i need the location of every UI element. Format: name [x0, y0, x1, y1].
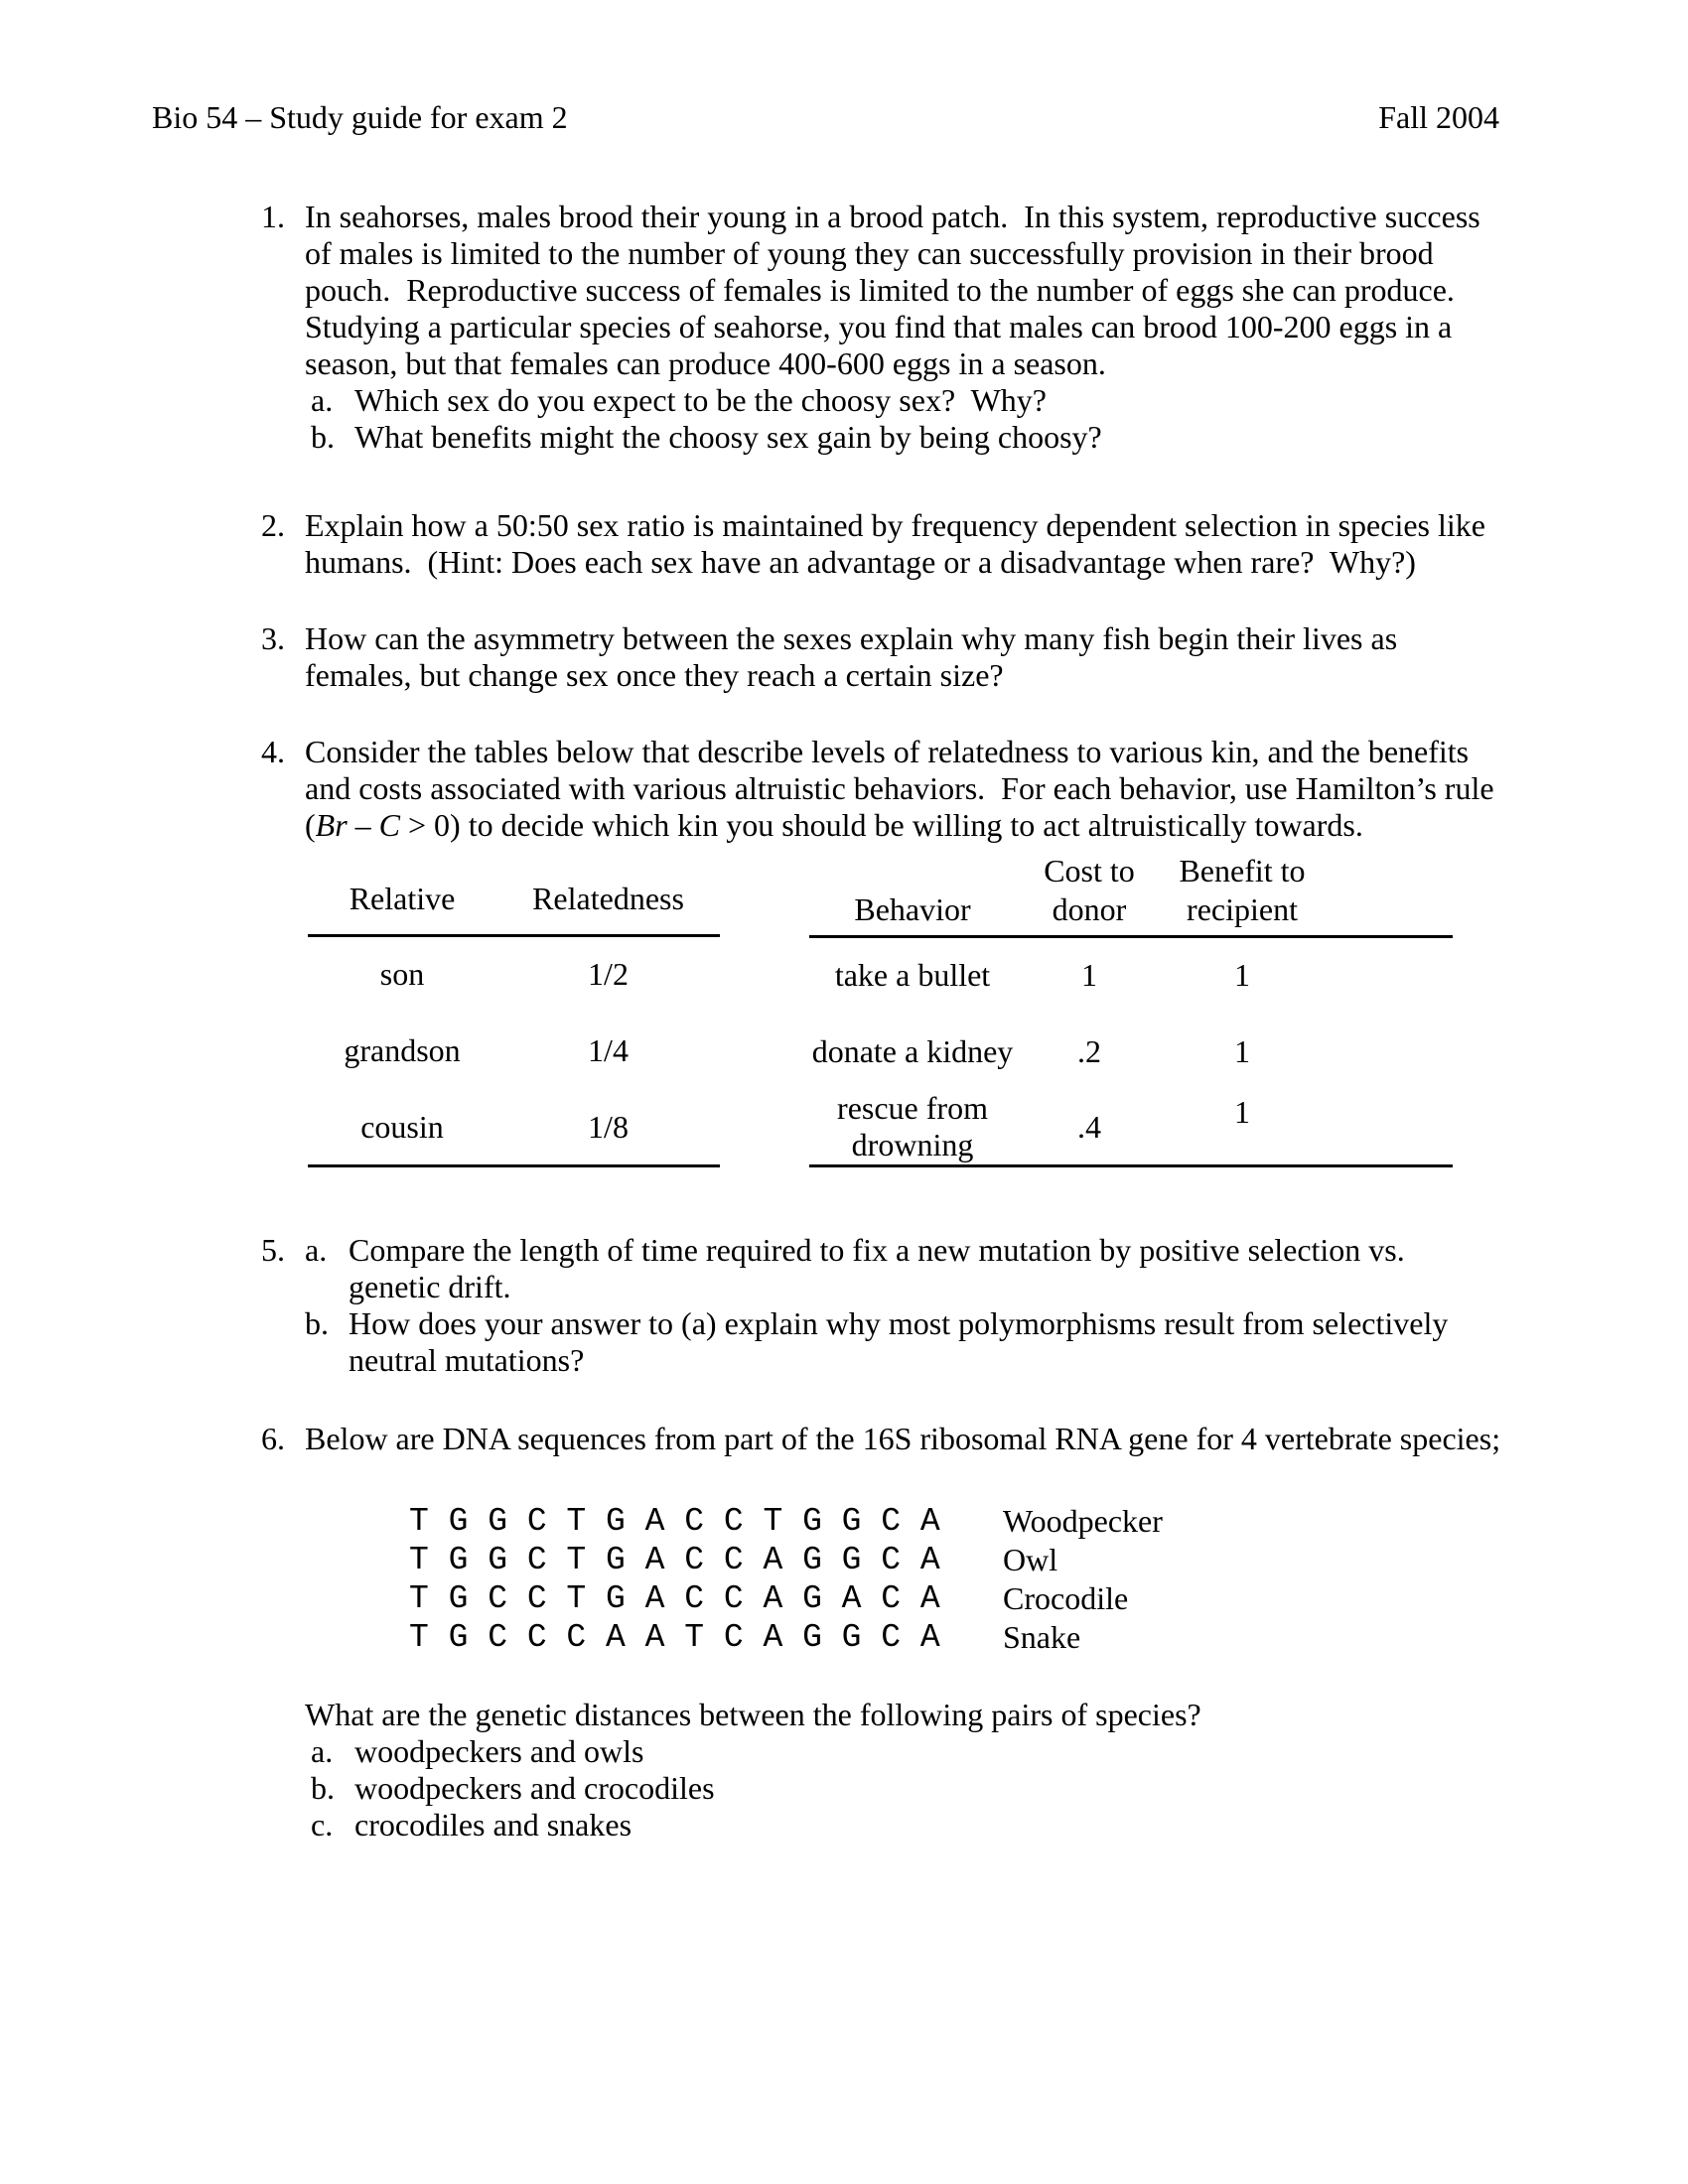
dna-row — [409, 1541, 1501, 1579]
species-label: Woodpecker — [1003, 1503, 1163, 1539]
behavior-header-row — [809, 852, 1453, 937]
table-row — [809, 1014, 1453, 1090]
sub-item-text: What benefits might the choosy sex gain by being choosy? — [354, 419, 1102, 455]
table-cell: 1 — [1163, 1090, 1322, 1166]
table-cell: donate a kidney — [811, 1032, 1014, 1069]
question-6-question: What are the genetic distances between the following pairs of species? — [305, 1697, 1201, 1732]
question-6-sub-b — [311, 1770, 1501, 1807]
relatedness-header-row — [308, 852, 720, 935]
behavior-header-spacer — [1322, 852, 1453, 937]
hamilton-variable-C: C — [378, 807, 400, 843]
term-label: Fall 2004 — [1378, 99, 1499, 135]
sub-item-text: crocodiles and snakes — [354, 1807, 633, 1843]
sub-item-label: a. — [305, 1232, 328, 1268]
table-cell: son — [379, 956, 425, 992]
question-6 — [261, 1421, 1688, 1843]
table-cell: grandson — [344, 1031, 461, 1068]
dna-row — [409, 1502, 1501, 1541]
table-cell-spacer — [1322, 937, 1453, 1014]
sub-item-label: a. — [311, 382, 334, 418]
table-cell: 1 — [1234, 1032, 1250, 1069]
question-5-number: 5. — [261, 1232, 285, 1268]
question-1-sub-b — [311, 419, 1501, 456]
question-3-number: 3. — [261, 620, 285, 656]
question-6-intro: Below are DNA sequences from part of the 16S ribosomal RNA gene for 4 vertebrate species; — [305, 1421, 1501, 1456]
question-2-number: 2. — [261, 507, 285, 543]
question-4-text-mid: – — [347, 807, 379, 843]
dna-sequence-block — [409, 1502, 1501, 1657]
question-4-number: 4. — [261, 734, 285, 769]
question-1-sub-a — [311, 382, 1501, 419]
table-row — [308, 1013, 720, 1090]
relatedness-table — [308, 852, 720, 1167]
dna-row — [409, 1579, 1501, 1618]
dna-sequence: T G C C T G A C C A G A C A — [409, 1580, 940, 1617]
dna-sequence: T G G C T G A C C A G G C A — [409, 1542, 940, 1578]
behavior-header-behavior: Behavior — [809, 852, 1016, 937]
course-title: Bio 54 – Study guide for exam 2 — [152, 99, 568, 135]
question-4-text-before: Consider the tables below that describe levels of relatedness to various kin, and the benefits and costs associated with various altruistic behaviors. For each behavior, use Hamilton’s rule ( — [305, 734, 1502, 843]
table-row — [809, 937, 1453, 1014]
sub-item-text: How does your answer to (a) explain why most polymorphisms result from selectively neutral mutations? — [349, 1305, 1457, 1378]
sub-item-text: Compare the length of time required to fix a new mutation by positive selection vs. genetic drift. — [349, 1232, 1413, 1304]
question-1-number: 1. — [261, 199, 285, 234]
question-2-text: Explain how a 50:50 sex ratio is maintained by frequency dependent selection in species like humans. (Hint: Does each sex have an advantage or a disadvantage when rare? Why?) — [305, 507, 1493, 580]
sub-item-label: b. — [305, 1305, 329, 1341]
species-label: Owl — [1003, 1542, 1058, 1577]
question-4 — [261, 734, 1688, 1167]
sub-item-label: b. — [311, 1770, 335, 1806]
table-cell: 1/2 — [588, 956, 629, 992]
question-5 — [261, 1232, 1688, 1379]
species-label: Crocodile — [1003, 1580, 1129, 1616]
table-cell-spacer — [1322, 1090, 1453, 1166]
hamilton-variable-Br: Br — [315, 807, 348, 843]
page-header — [0, 0, 1688, 136]
species-label: Snake — [1003, 1619, 1081, 1655]
question-1-text: In seahorses, males brood their young in a brood patch. In this system, reproductive success of males is limited to the number of young they can successfully provision in their brood pouch. Reproductive success of females is limited to the number of eggs she can produce. Studying a particular species of seahorse, you find that males can brood 100-200 eggs in a season, but that females can produce 400-600 eggs in a season. — [305, 199, 1488, 381]
table-cell: 1 — [1234, 957, 1250, 994]
behavior-header-benefit: Benefit to recipient — [1163, 852, 1322, 937]
sub-item-text: woodpeckers and crocodiles — [354, 1770, 715, 1806]
table-cell-spacer — [1322, 1014, 1453, 1090]
table-cell: 1/4 — [588, 1031, 629, 1068]
relatedness-header-relatedness: Relatedness — [496, 852, 720, 935]
question-5-sub-b — [305, 1305, 1501, 1379]
sub-item-label: a. — [311, 1733, 334, 1769]
table-cell: cousin — [308, 1089, 496, 1166]
sub-item-text: Which sex do you expect to be the choosy sex? Why? — [354, 382, 1047, 418]
table-cell: .2 — [1077, 1032, 1101, 1069]
dna-sequence: T G G C T G A C C T G G C A — [409, 1503, 940, 1540]
sub-item-label: b. — [311, 419, 335, 455]
behavior-table — [809, 852, 1453, 1167]
dna-sequence: T G C C C A A T C A G G C A — [409, 1619, 940, 1656]
dna-row — [409, 1618, 1501, 1657]
table-cell: .4 — [1016, 1090, 1163, 1166]
question-2 — [261, 507, 1688, 581]
sub-item-text: woodpeckers and owls — [354, 1733, 644, 1769]
document-body — [0, 199, 1688, 1843]
question-5-sub-a — [305, 1232, 1501, 1305]
table-row — [308, 1089, 720, 1166]
question-4-text — [305, 734, 1501, 844]
question-6-sub-c — [311, 1807, 1501, 1843]
table-row — [308, 935, 720, 1013]
table-cell: 1/8 — [496, 1089, 720, 1166]
question-1 — [261, 199, 1688, 456]
table-cell: rescue from drowning — [809, 1090, 1016, 1166]
question-3 — [261, 620, 1688, 694]
sub-item-label: c. — [311, 1807, 334, 1843]
behavior-header-cost: Cost to donor — [1016, 852, 1163, 937]
question-3-text: How can the asymmetry between the sexes explain why many fish begin their lives as females, but change sex once they reach a certain size? — [305, 620, 1406, 693]
table-cell: 1 — [1081, 957, 1097, 994]
table-row — [809, 1090, 1453, 1166]
question-6-number: 6. — [261, 1421, 285, 1456]
question-4-text-after: > 0) to decide which kin you should be willing to act altruistically towards. — [400, 807, 1363, 843]
table-cell: take a bullet — [834, 957, 991, 994]
question-6-sub-a — [311, 1733, 1501, 1770]
kin-tables — [308, 852, 1501, 1167]
relatedness-header-relative: Relative — [308, 852, 496, 935]
